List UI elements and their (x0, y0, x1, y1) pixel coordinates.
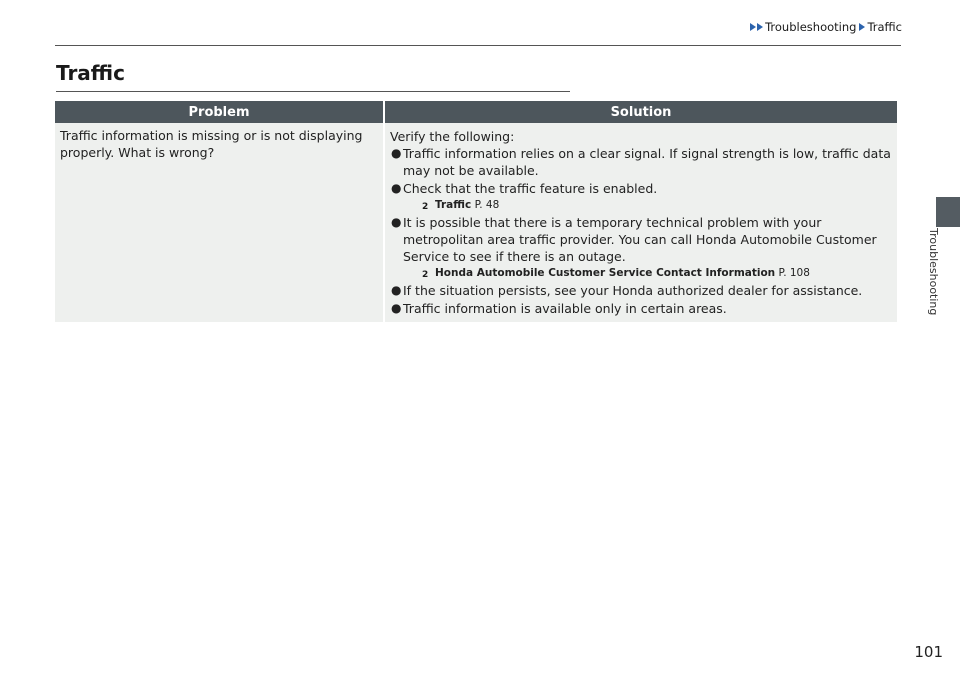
solution-text: Traffic information relies on a clear signal. If signal strength is low, traffic data may not be available. (403, 146, 891, 179)
solution-intro: Verify the following: (390, 129, 515, 144)
reference-title: Honda Automobile Customer Service Contact Information (435, 267, 776, 280)
section-side-label: Troubleshooting (927, 228, 940, 316)
reference-page: P. 108 (778, 267, 810, 280)
bullet-icon: ● (391, 283, 402, 298)
bullet-icon: ● (391, 180, 402, 195)
header-rule (55, 45, 901, 46)
solution-item (390, 282, 891, 299)
cross-reference[interactable] (403, 266, 891, 281)
page-number: 101 (914, 643, 943, 661)
section-tab-marker (936, 197, 960, 227)
solution-text: It is possible that there is a temporary technical problem with your metropolitan area traffic provider. You can call Honda Automobile Customer Service to see if there is an outage. (403, 214, 877, 265)
bullet-icon: ● (391, 300, 402, 315)
reference-title: Traffic (435, 198, 472, 211)
reference-arrow-icon: 2 (422, 201, 429, 212)
solution-cell (384, 123, 897, 322)
breadcrumb (750, 20, 902, 34)
table-row (55, 123, 897, 322)
solution-text: Traffic information is available only in certain areas. (403, 300, 727, 316)
breadcrumb-item[interactable]: Traffic (867, 20, 902, 34)
cross-reference[interactable] (403, 198, 891, 213)
breadcrumb-arrow-icon (859, 23, 865, 31)
solution-item (390, 300, 891, 317)
title-underline (56, 91, 570, 92)
solution-item (390, 180, 891, 213)
bullet-icon: ● (391, 214, 402, 229)
table-header-row (55, 101, 897, 123)
breadcrumb-arrow-icon (750, 23, 756, 31)
column-header-problem: Problem (55, 101, 384, 123)
reference-arrow-icon: 2 (422, 270, 429, 281)
solution-item (390, 214, 891, 282)
solution-text: Check that the traffic feature is enabled. (403, 180, 658, 196)
column-header-solution: Solution (384, 101, 897, 123)
reference-page: P. 48 (474, 198, 500, 211)
solution-text: If the situation persists, see your Honda authorized dealer for assistance. (403, 283, 863, 299)
solution-list (390, 145, 891, 317)
bullet-icon: ● (391, 146, 402, 161)
problem-cell: Traffic information is missing or is not displaying properly. What is wrong? (55, 123, 384, 322)
page-title: Traffic (56, 61, 125, 85)
troubleshooting-table (55, 101, 897, 322)
breadcrumb-item[interactable]: Troubleshooting (765, 20, 857, 34)
breadcrumb-arrow-icon (757, 23, 763, 31)
solution-item (390, 145, 891, 179)
